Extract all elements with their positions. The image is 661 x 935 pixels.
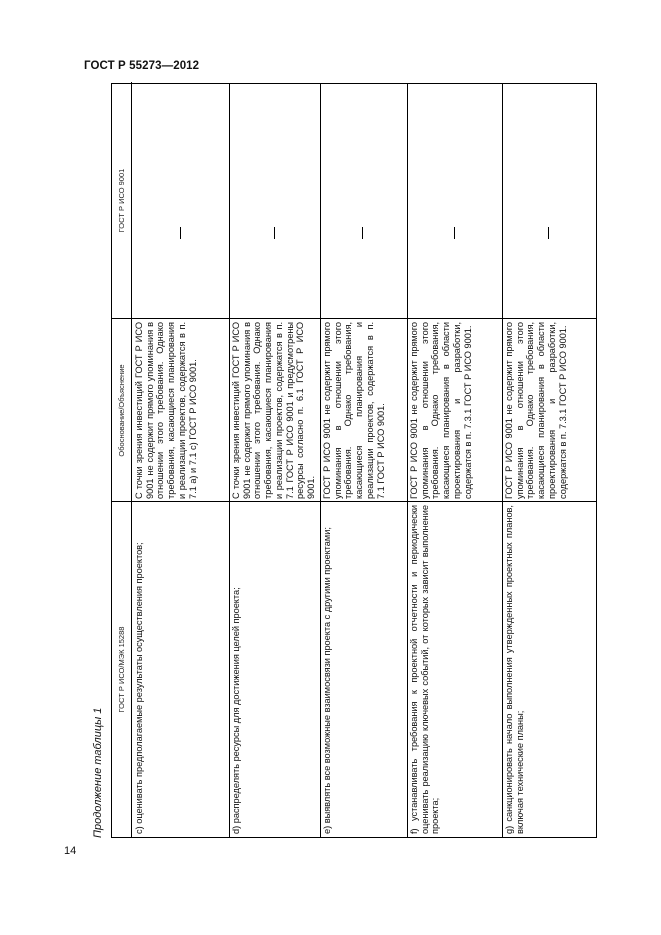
cell-justification: ГОСТ Р ИСО 9001 не содержит прямого упоминания в отношении этого требования. Однако требования, касающиеся планирования и реализации проектов, содержатся в п. 7.1 ГОСТ Р ИСО 9001. [322, 322, 386, 499]
cell-gost-9001-dash [548, 227, 549, 239]
table-row [407, 82, 502, 837]
cell-requirement: e) выявлять все возможные взаимосвязи проекта с другими проектами; [322, 527, 332, 834]
cell-requirement: c) оценивать предполагаемые результаты осуществления проектов; [134, 542, 144, 834]
cell-justification: ГОСТ Р ИСО 9001 не содержит прямого упоминания в отношении этого требования. Однако требования, касающиеся планирования в области проектирования и разработки, содержатся в п. 7.3.1 ГОСТ Р ИСО 9001. [504, 322, 568, 499]
cell-gost-9001-dash [274, 227, 275, 239]
page-header: ГОСТ Р 55273—2012 [84, 60, 200, 72]
rotated-table-area [87, 83, 597, 838]
page-number: 14 [64, 845, 77, 857]
comparison-table [111, 83, 597, 838]
table-continuation-label: Продолжение таблицы 1 [92, 707, 104, 838]
cell-requirement: d) распределять ресурсы для достижения целей проекта; [231, 587, 241, 834]
cell-gost-9001-dash [362, 227, 363, 239]
table-row [229, 82, 320, 837]
table-row [132, 82, 229, 837]
cell-justification: С точки зрения инвестиций ГОСТ Р ИСО 9001 не содержит прямого упоминания в отношении этого требования. Однако требования, касающиеся планирования и реализации проектов, содержатся в п. 7.1 а) и 7.1 с) ГОСТ Р ИСО 9001. [134, 322, 198, 499]
column-header-gost-9001: ГОСТ Р ИСО 9001 [112, 82, 132, 319]
cell-gost-9001-dash [454, 227, 455, 239]
column-header-justification: Обоснование/Объяснение [112, 319, 132, 502]
cell-justification: ГОСТ Р ИСО 9001 не содержит прямого упоминания в отношении этого требования. Однако требования, касающиеся планирования в области проектирования и разработки, содержатся в п. 7.3.1 ГОСТ Р ИСО 9001. [409, 322, 473, 499]
table-row [320, 82, 407, 837]
cell-gost-9001-dash [180, 227, 181, 239]
column-header-gost-15288: ГОСТ Р ИСО/МЭК 15288 [112, 502, 132, 837]
table-row [502, 82, 597, 837]
cell-justification: С точки зрения инвестиций ГОСТ Р ИСО 9001 не содержит прямого упоминания в отношении этого требования. Однако требования, касающиеся планирования и реализации проектов, содержатся в п. 7.1 ГОСТ Р ИСО 9001 и предусмотрены ресурсы согласно п. 6.1 ГОСТ Р ИСО 9001. [231, 322, 316, 499]
cell-requirement: g) санкционировать начало выполнения утвержденных проектных планов, включая технические планы; [504, 505, 525, 834]
cell-requirement: f) устанавливать требования к проектной отчетности и периодически оценивать реализацию ключевых событий, от которых зависит выполнение проекта; [409, 505, 441, 834]
